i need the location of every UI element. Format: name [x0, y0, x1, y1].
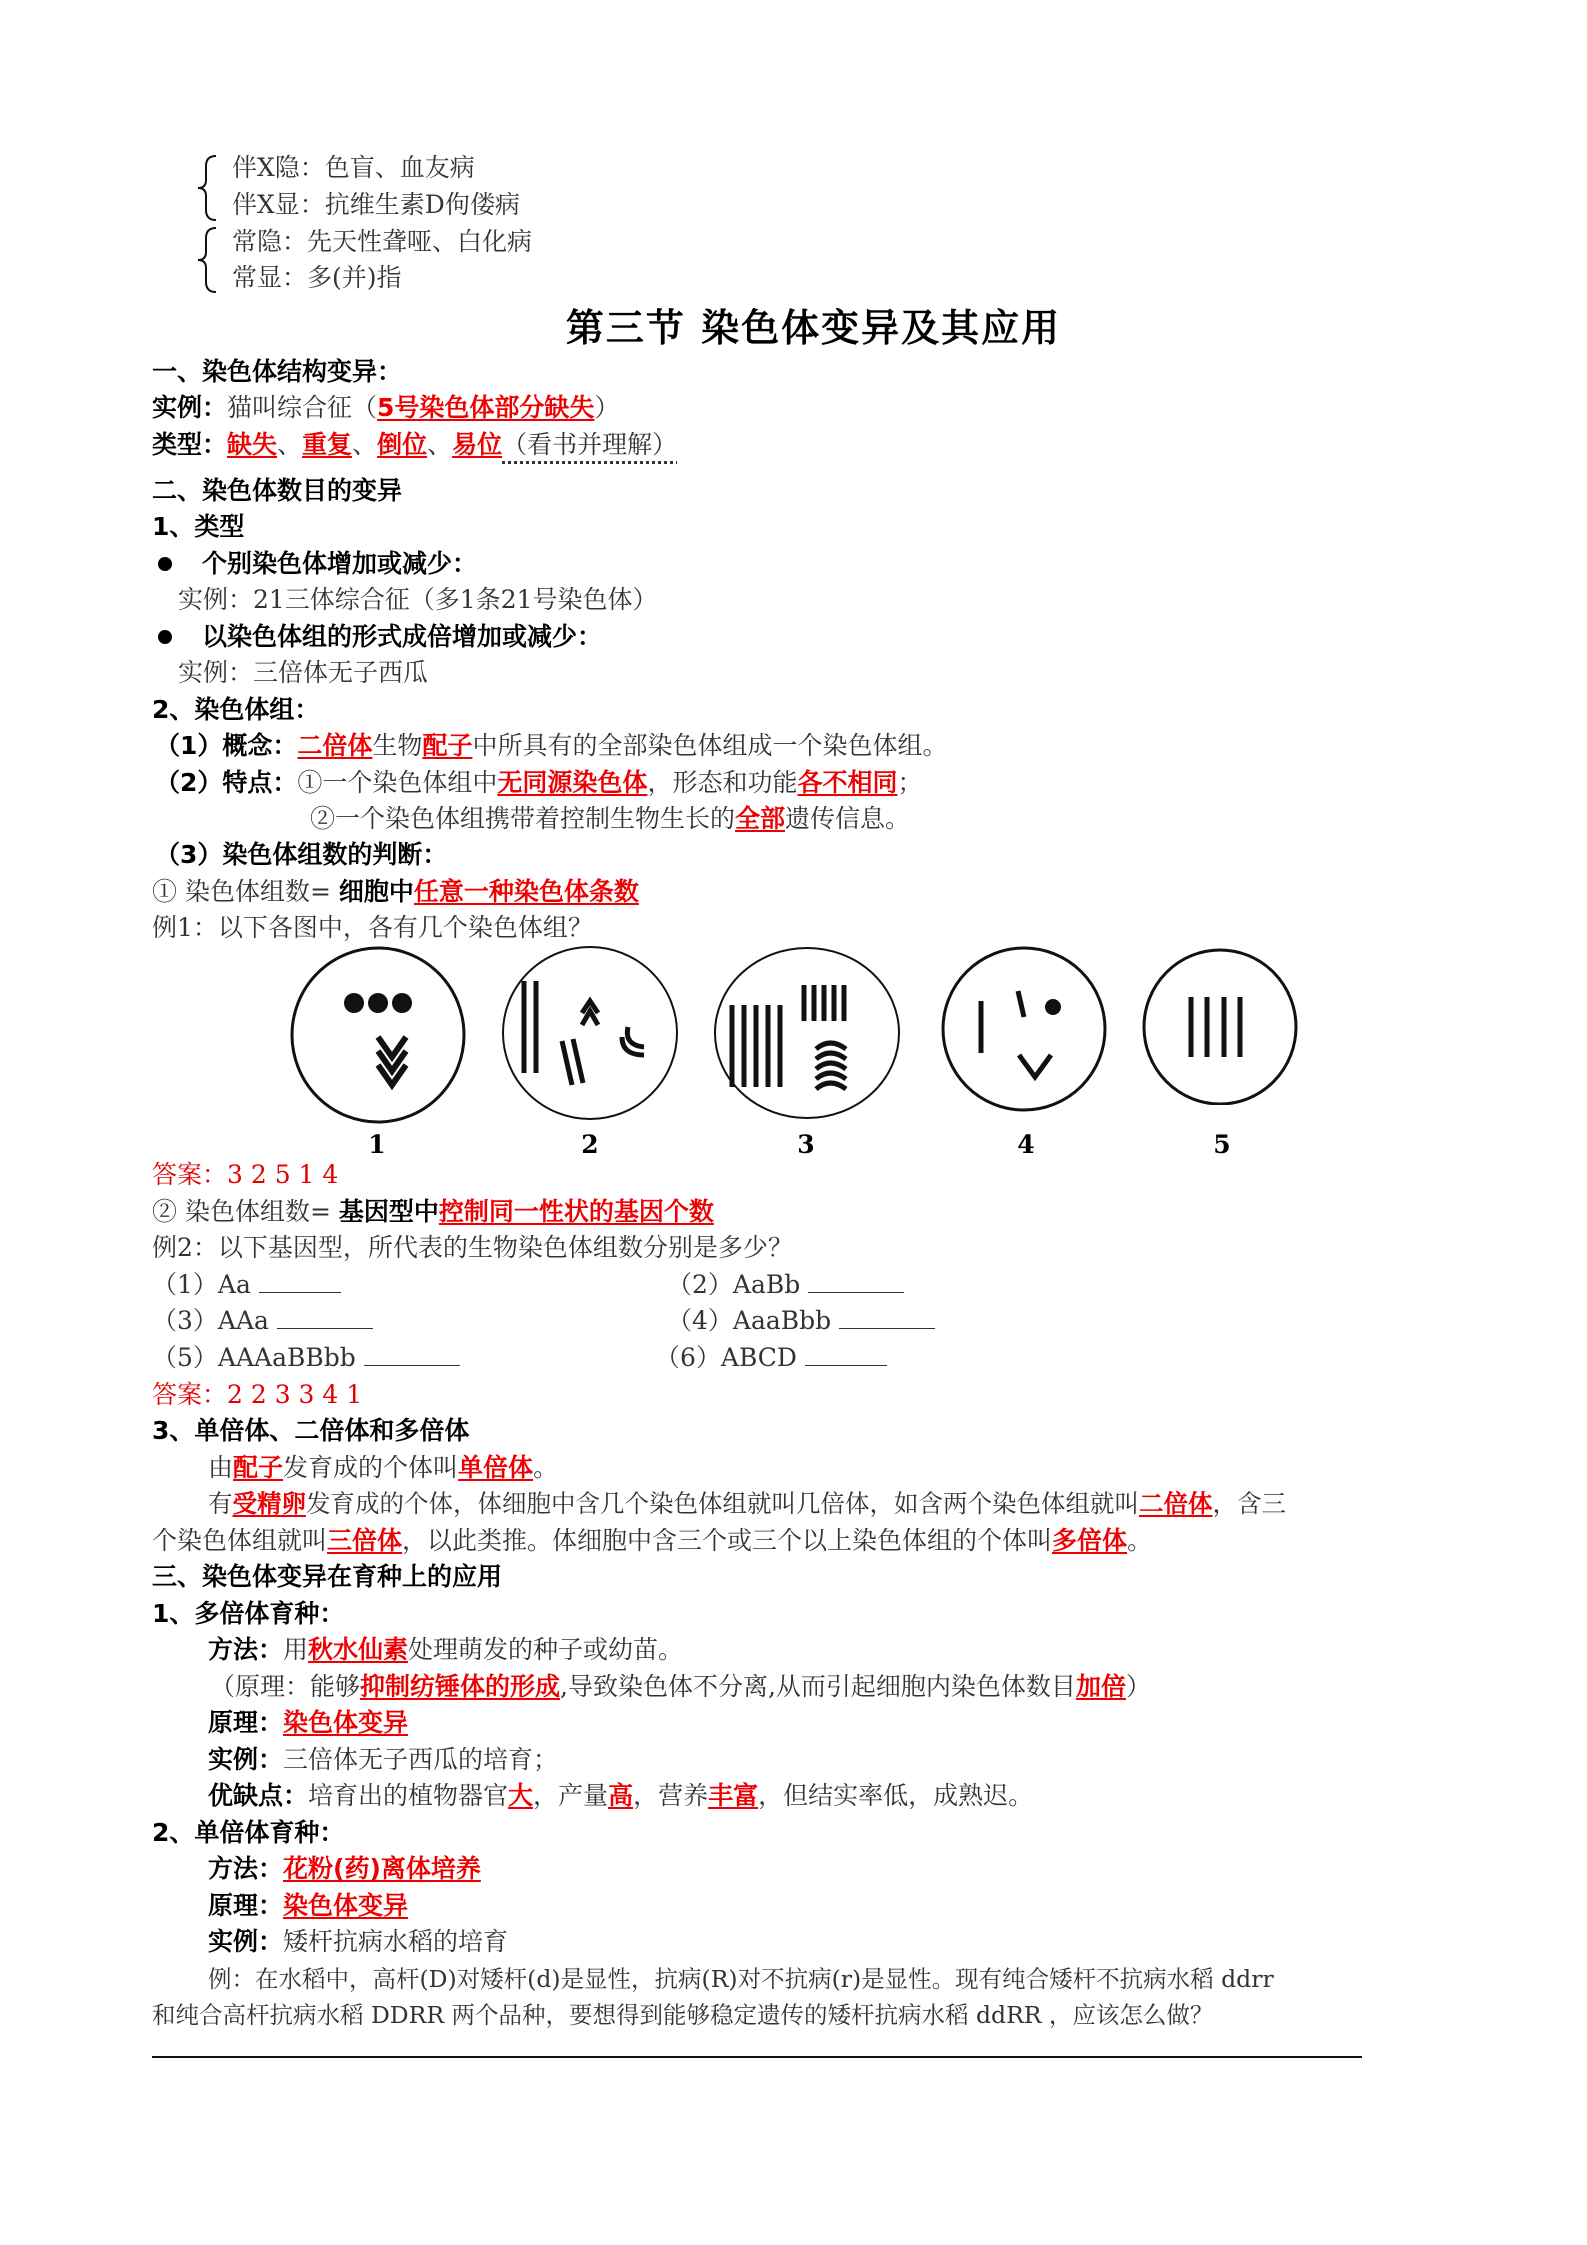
text: 三倍体无子西瓜的培育； — [283, 1745, 559, 1774]
answer-blank[interactable] — [277, 1306, 373, 1329]
subheading: 2、单倍体育种： — [152, 1818, 345, 1847]
rule-line — [152, 875, 639, 909]
principle-line — [208, 1889, 408, 1923]
text: ①一个染色体组中 — [297, 768, 498, 797]
cell-figure-2 — [500, 945, 680, 1125]
answer-highlight: 秋水仙素 — [308, 1635, 409, 1664]
answer-highlight: 单倍体 — [458, 1453, 534, 1482]
separator: 、 — [277, 430, 303, 459]
text: 用 — [283, 1635, 309, 1664]
inheritance-line: 伴X隐：色盲、血友病 — [232, 153, 475, 182]
subheading: 1、多倍体育种： — [152, 1599, 345, 1628]
text: ，含三 — [1212, 1489, 1286, 1518]
example-line: 实例：三倍体无子西瓜 — [178, 658, 429, 687]
text: ，形态和功能 — [647, 768, 798, 797]
answer-blank[interactable] — [839, 1306, 935, 1329]
text: （4）AaaBbb — [667, 1306, 832, 1335]
label: 实例： — [208, 1745, 284, 1774]
text: ，以此类推。体细胞中含三个或三个以上染色体组的个体叫 — [402, 1526, 1053, 1555]
text: （5）AAAaBBbb — [152, 1343, 356, 1372]
question-line: 和纯合高杆抗病水稻 DDRR 两个品种，要想得到能够稳定遗传的矮杆抗病水稻 ddRR ，应该怎么做？ — [152, 2001, 1214, 2029]
genotype-item — [667, 1304, 935, 1338]
proscons-line — [208, 1779, 1033, 1813]
answer-highlight: 倒位 — [377, 430, 428, 459]
method-line — [208, 1633, 683, 1667]
label: 原理： — [208, 1708, 284, 1737]
answer-highlight: 5号染色体部分缺失 — [377, 393, 595, 422]
figure-label: 3 — [797, 1130, 815, 1159]
example-line: 实例：21三体综合征（多1条21号染色体） — [178, 585, 658, 614]
bullet-icon — [158, 630, 172, 644]
answer-highlight: 高 — [608, 1781, 634, 1810]
answer-highlight: 抑制纺锤体的形成 — [360, 1672, 561, 1701]
bullet-icon — [158, 557, 172, 571]
brace-icon — [196, 226, 218, 294]
figure-label: 1 — [368, 1130, 386, 1159]
example-question: 例1：以下各图中，各有几个染色体组？ — [152, 913, 593, 942]
text: （原理：能够 — [210, 1672, 361, 1701]
question-line: 例：在水稻中，高杆(D)对矮杆(d)是显性，抗病(R)对不抗病(r)是显性。现有纯合矮杆不抗病水稻 ddrr — [208, 1965, 1274, 1993]
text: 由 — [208, 1453, 234, 1482]
text: 细胞中 — [338, 877, 414, 906]
answer-highlight: 缺失 — [227, 430, 278, 459]
rule-line — [152, 1195, 714, 1229]
answer-highlight: 受精卵 — [232, 1489, 306, 1518]
text: ，营养 — [633, 1781, 709, 1810]
note: （看书并理解） — [502, 430, 678, 459]
answer-highlight: 配子 — [233, 1453, 284, 1482]
subheading: 1、类型 — [152, 512, 245, 541]
text: 矮杆抗病水稻的培育 — [283, 1927, 509, 1956]
label: 方法： — [208, 1635, 284, 1664]
inheritance-line: 常隐：先天性聋哑、白化病 — [232, 227, 533, 256]
genotype-item — [152, 1268, 341, 1302]
label: （2）特点： — [155, 768, 298, 797]
cell-figure-3 — [712, 945, 902, 1125]
text: 基因型中 — [338, 1197, 439, 1226]
feature-line — [310, 802, 910, 836]
text: （2）AaBb — [667, 1270, 801, 1299]
text: 有 — [208, 1489, 233, 1518]
separator: 、 — [352, 430, 378, 459]
principle-line — [208, 1706, 408, 1740]
text: ① 染色体组数= — [152, 877, 339, 906]
answer-line: 答案：2 2 3 3 4 1 — [152, 1380, 363, 1409]
genotype-item — [667, 1268, 904, 1302]
answer-blank[interactable] — [805, 1343, 887, 1366]
text: 以染色体组的形式成倍增加或减少： — [202, 622, 603, 651]
answer-highlight: 染色体变异 — [283, 1891, 409, 1920]
text: 中所具有的全部染色体组成一个染色体组。 — [472, 731, 948, 760]
concept-line — [155, 729, 947, 763]
label: （1）概念： — [155, 731, 298, 760]
bullet-item — [152, 620, 602, 654]
figure-label: 2 — [581, 1130, 599, 1159]
answer-highlight: 加倍 — [1075, 1672, 1126, 1701]
answer-highlight: 配子 — [422, 731, 473, 760]
subheading: （3）染色体组数的判断： — [155, 840, 448, 869]
genotype-item — [655, 1341, 887, 1375]
answer-highlight: 二倍体 — [1139, 1489, 1213, 1518]
figure-label: 4 — [1017, 1130, 1035, 1159]
section-heading: 三、染色体变异在育种上的应用 — [152, 1562, 503, 1591]
answer-blank[interactable] — [364, 1343, 460, 1366]
structure-types — [152, 428, 677, 462]
feature-line — [155, 766, 922, 800]
answer-highlight: 各不相同 — [797, 768, 898, 797]
answer-blank[interactable] — [259, 1270, 341, 1293]
label: 优缺点： — [208, 1781, 309, 1810]
text: ，产量 — [533, 1781, 609, 1810]
text: ② 染色体组数= — [152, 1197, 339, 1226]
label: 实例： — [208, 1927, 284, 1956]
section-heading: 二、染色体数目的变异 — [152, 476, 403, 505]
answer-highlight: 染色体变异 — [283, 1708, 409, 1737]
cell-figure-4 — [940, 945, 1110, 1115]
inheritance-line: 伴X显：抗维生素D佝偻病 — [232, 190, 520, 219]
text: 。 — [533, 1453, 559, 1482]
text: 生物 — [372, 731, 423, 760]
genotype-item — [152, 1341, 460, 1375]
text: 发育成的个体叫 — [283, 1453, 459, 1482]
text: 个染色体组就叫 — [152, 1526, 328, 1555]
method-line — [208, 1852, 481, 1886]
text: ②一个染色体组携带着控制生物生长的 — [310, 804, 736, 833]
chromosome-figures — [280, 945, 1340, 1165]
label: 类型： — [152, 430, 228, 459]
genotype-item — [152, 1304, 373, 1338]
answer-highlight: 丰富 — [708, 1781, 759, 1810]
section-heading: 一、染色体结构变异： — [152, 357, 403, 386]
answer-highlight: 二倍体 — [297, 731, 373, 760]
separator: 、 — [427, 430, 453, 459]
answer-highlight: 重复 — [302, 430, 353, 459]
text: 遗传信息。 — [785, 804, 911, 833]
text: ） — [1125, 1672, 1151, 1701]
paragraph-line — [152, 1524, 1152, 1558]
text: 处理萌发的种子或幼苗。 — [408, 1635, 684, 1664]
text: ； — [897, 768, 923, 797]
answer-highlight: 花粉(药)离体培养 — [283, 1854, 481, 1883]
answer-blank[interactable] — [808, 1270, 904, 1293]
text: 。 — [1127, 1526, 1153, 1555]
figure-label: 5 — [1213, 1130, 1231, 1159]
answer-highlight: 大 — [508, 1781, 534, 1810]
label: 方法： — [208, 1854, 284, 1883]
structure-example — [152, 391, 619, 425]
inheritance-line: 常显：多(并)指 — [232, 263, 402, 292]
answer-highlight: 全部 — [735, 804, 786, 833]
example-line — [208, 1743, 558, 1777]
text: 培育出的植物器官 — [308, 1781, 509, 1810]
text: （1）Aa — [152, 1270, 251, 1299]
answer-rule-line — [152, 2056, 1362, 2058]
page-title: 第三节 染色体变异及其应用 — [565, 306, 1062, 350]
text: 个别染色体增加或减少： — [202, 549, 478, 578]
text: 猫叫综合征（ — [227, 393, 378, 422]
text: （6）ABCD — [655, 1343, 797, 1372]
example-question: 例2：以下基因型，所代表的生物染色体组数分别是多少？ — [152, 1233, 793, 1262]
label: 实例： — [152, 393, 228, 422]
text: ） — [594, 393, 620, 422]
text: （3）AAa — [152, 1306, 269, 1335]
answer-highlight: 多倍体 — [1052, 1526, 1128, 1555]
paragraph-line — [208, 1451, 558, 1485]
answer-highlight: 三倍体 — [327, 1526, 403, 1555]
brace-icon — [196, 154, 218, 222]
cell-figure-1 — [290, 945, 470, 1125]
text: ,导致染色体不分离,从而引起细胞内染色体数目 — [560, 1672, 1076, 1701]
text: 发育成的个体，体细胞中含几个染色体组就叫几倍体，如含两个染色体组就叫 — [306, 1489, 1139, 1518]
cell-figure-5 — [1140, 945, 1300, 1105]
label: 原理： — [208, 1891, 284, 1920]
text: ，但结实率低，成熟迟。 — [758, 1781, 1034, 1810]
bullet-item — [152, 547, 477, 581]
answer-highlight: 无同源染色体 — [497, 768, 648, 797]
answer-highlight: 易位 — [452, 430, 503, 459]
subheading: 2、染色体组： — [152, 695, 320, 724]
example-line — [208, 1925, 508, 1959]
answer-highlight: 任意一种染色体条数 — [413, 877, 639, 906]
paragraph-line — [208, 1487, 1286, 1521]
subheading: 3、单倍体、二倍体和多倍体 — [152, 1416, 470, 1445]
mechanism-line — [210, 1670, 1151, 1704]
answer-line: 答案：3 2 5 1 4 — [152, 1160, 339, 1189]
answer-highlight: 控制同一性状的基因个数 — [438, 1197, 714, 1226]
